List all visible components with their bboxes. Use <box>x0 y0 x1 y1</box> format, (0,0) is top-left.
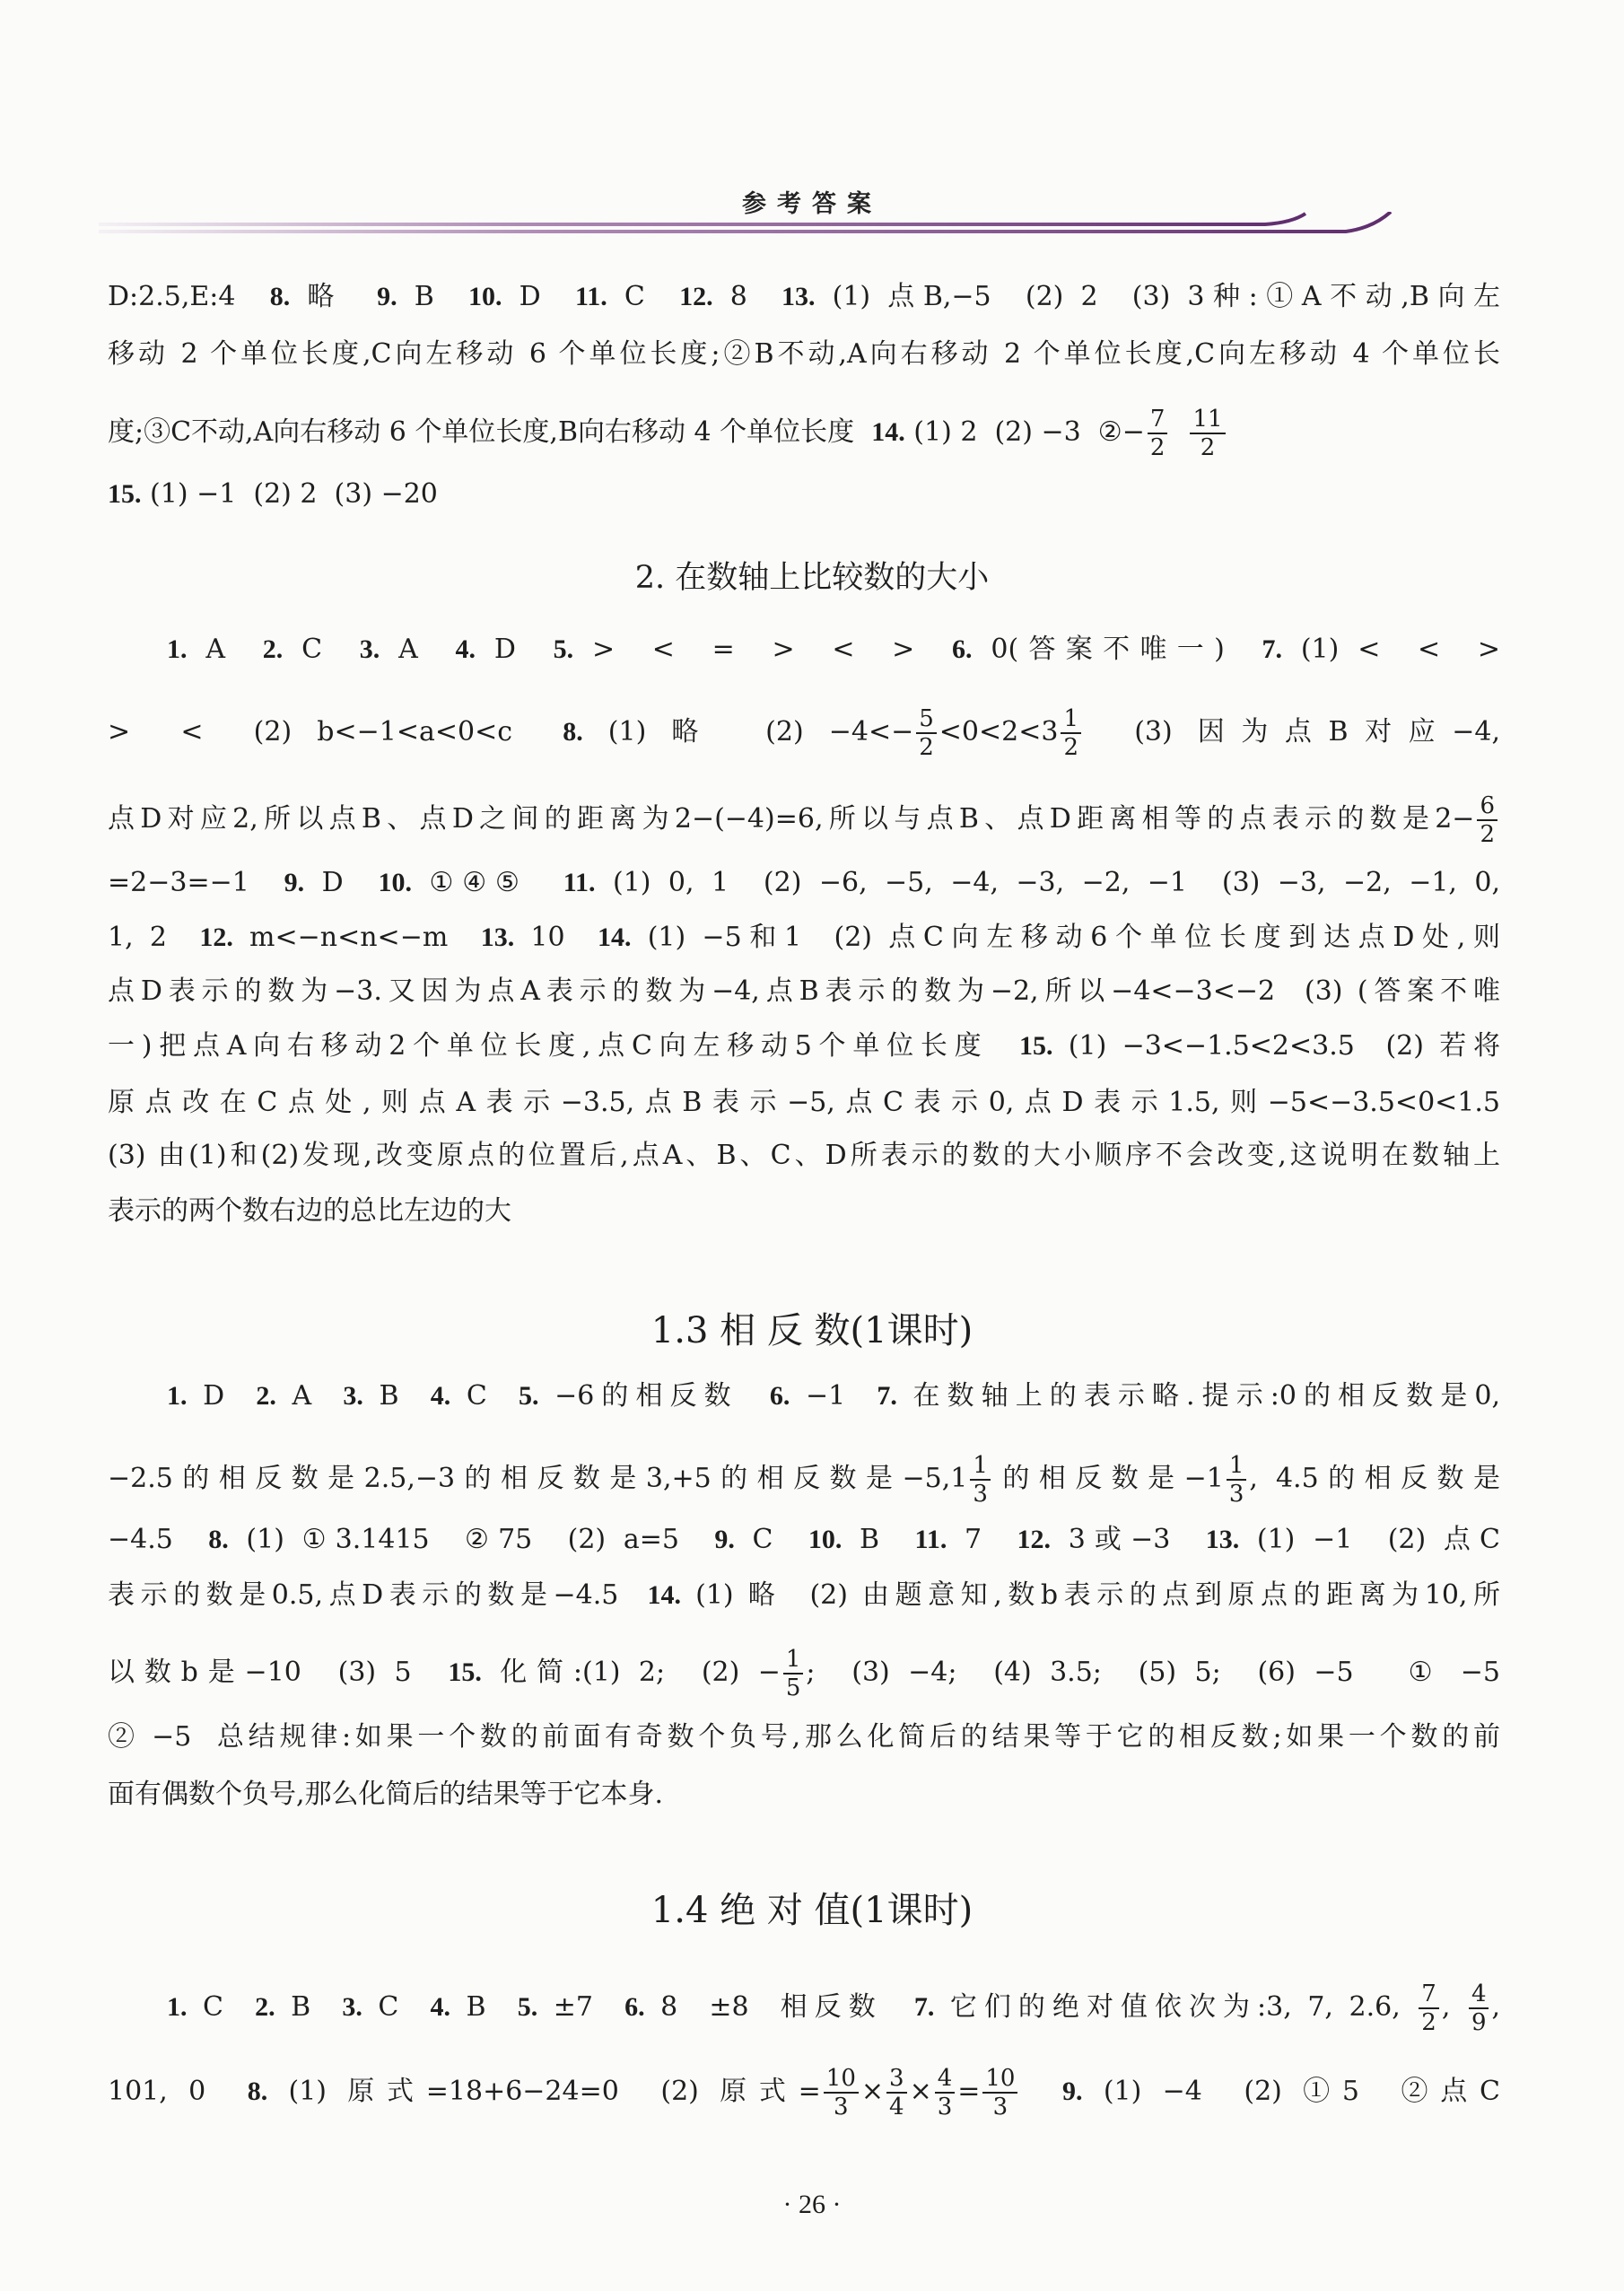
answer-line <box>108 477 1500 512</box>
header-decorative-rule <box>99 212 1507 248</box>
answer-line <box>108 792 1500 848</box>
answer-text: (1) ①3.1415 ②75 (2) a=5 <box>228 1524 715 1555</box>
answer-text: 面有偶数个负号,那么化简后的结果等于它本身. <box>108 1779 664 1810</box>
question-number: 9. <box>1062 2077 1083 2106</box>
numerator: 4 <box>935 2065 956 2094</box>
answer-line <box>108 974 1500 1010</box>
question-number: 15. <box>108 479 142 509</box>
answer-text: C <box>607 281 680 312</box>
question-number: 7. <box>1262 634 1282 664</box>
answer-text: 度;③C不动,A向右移动 6 个单位长度,B向右移动 4 个单位长度 <box>108 416 872 448</box>
question-number: 8. <box>247 2077 268 2106</box>
answer-text: −2.5的相反数是2.5,−3的相反数是3,+5的相反数是−5,1 <box>108 1463 968 1494</box>
answer-text: 1, 2 <box>108 922 200 953</box>
answer-text: ±7 <box>537 1991 625 2023</box>
answer-text: (1) −1 (2) 2 (3) −20 <box>141 478 438 510</box>
answer-line <box>108 1777 1500 1813</box>
answer-line <box>167 1981 1500 2036</box>
answer-text: 移动 2 个单位长度,C向左移动 6 个单位长度;②B不动,A向右移动 2 个单位长度,C向左移动 4 个单位长 <box>108 338 1500 370</box>
answer-text: , 4.5的相反数是 <box>1249 1463 1500 1494</box>
question-number: 9. <box>377 282 397 311</box>
answer-text: −6的相反数 <box>538 1380 770 1412</box>
answer-text: 原点改在C点处,则点A表示−3.5,点B表示−5,点C表示0,点D表示1.5,则−5<−3.5<0<1.5 <box>108 1087 1500 1118</box>
numerator: 7 <box>1419 1981 1439 2009</box>
answer-text: B <box>362 1380 431 1412</box>
fraction <box>1061 705 1081 761</box>
question-number: 14. <box>871 417 905 447</box>
numerator: 3 <box>886 2065 907 2094</box>
answer-line <box>108 920 1500 956</box>
answer-text: (1) 略 (2) −4<− <box>582 716 914 748</box>
question-number: 11. <box>563 868 596 897</box>
answer-text: D:2.5,E:4 <box>108 281 270 312</box>
answer-text: C <box>734 1524 808 1555</box>
answer-line <box>108 2065 1500 2120</box>
answer-line <box>108 279 1500 315</box>
denominator: 5 <box>785 1675 801 1701</box>
numerator: 1 <box>783 1646 804 1675</box>
answer-text: (1) −5和1 (2) 点C向左移动6个单位长度到达点D处,则 <box>631 922 1500 953</box>
page-number: · 26 · <box>782 2190 842 2219</box>
question-number: 4. <box>430 1992 450 2022</box>
answer-line <box>108 1646 1500 1701</box>
answer-line <box>108 406 1500 461</box>
answer-line <box>108 337 1500 372</box>
answer-text: =2−3=−1 <box>108 867 284 898</box>
numerator: 5 <box>916 705 937 734</box>
denominator: 2 <box>1063 734 1079 761</box>
answer-text: 略 <box>290 281 378 312</box>
numerator: 1 <box>1227 1452 1247 1481</box>
answer-text: (1) −4 (2) ①5 ②点C <box>1082 2076 1500 2107</box>
question-number: 10. <box>808 1525 843 1554</box>
numerator: 10 <box>982 2065 1017 2094</box>
answer-text: B <box>842 1524 915 1555</box>
answer-text: A <box>187 634 263 665</box>
answer-text: C <box>450 1380 519 1412</box>
numerator: 11 <box>1190 406 1225 434</box>
denominator: 2 <box>919 734 934 761</box>
answer-text: (1) 0, 1 (2) −6, −5, −4, −3, −2, −1 (3) −3, −2, −1, 0, <box>595 867 1501 898</box>
answer-text: B <box>450 1991 518 2023</box>
fraction <box>1469 1981 1489 2036</box>
answer-text: = <box>957 2076 981 2107</box>
fraction <box>824 2065 859 2120</box>
answer-text: 在数轴上的表示略.提示:0的相反数是0, <box>896 1380 1501 1412</box>
denominator: 3 <box>992 2094 1008 2120</box>
question-number: 3. <box>343 1381 363 1411</box>
answer-text: 7 <box>947 1524 1017 1555</box>
question-number: 2. <box>255 1992 275 2022</box>
answer-text: D <box>475 634 554 665</box>
question-number: 8. <box>208 1525 229 1554</box>
fraction <box>935 2065 956 2120</box>
question-number: 6. <box>952 634 973 664</box>
answer-text: C <box>283 634 360 665</box>
section-heading: 2. 在数轴上比较数的大小 <box>634 560 990 596</box>
answer-text: B <box>275 1991 343 2023</box>
answer-text: 点D对应2,所以点B、点D之间的距离为2−(−4)=6,所以与点B、点D距离相等的点表示的数是2− <box>108 803 1475 835</box>
numerator: 6 <box>1477 792 1497 821</box>
answer-text: D <box>304 867 379 898</box>
question-number: 15. <box>1018 1031 1053 1061</box>
section-heading: 1.4 绝 对 值(1课时) <box>650 1890 974 1931</box>
answer-text: D <box>187 1380 257 1412</box>
fraction <box>1419 1981 1439 2036</box>
section-heading: 1.3 相 反 数(1课时) <box>650 1310 974 1351</box>
answer-text: (1) −3<−1.5<2<3.5 (2) 若将 <box>1052 1030 1501 1062</box>
question-number: 6. <box>624 1992 645 2022</box>
numerator: 4 <box>1469 1981 1489 2009</box>
answer-text: 8 <box>712 281 782 312</box>
answer-text: (1) 2 (2) −3 ②− <box>904 416 1145 448</box>
answer-line <box>108 1452 1500 1508</box>
answer-text: (1) 略 (2) 由题意知,数b表示的点到原点的距离为10,所 <box>681 1579 1500 1611</box>
question-number: 1. <box>167 1381 188 1411</box>
answer-text: −1 <box>790 1380 877 1412</box>
answer-text: , <box>1491 1991 1501 2023</box>
numerator: 1 <box>970 1452 991 1481</box>
answer-text: 的相反数是−1 <box>992 1463 1224 1494</box>
fraction <box>1190 406 1225 461</box>
answer-line <box>167 632 1500 668</box>
question-number: 13. <box>480 923 515 952</box>
answer-text: −4.5 <box>108 1524 209 1555</box>
answer-text: × <box>860 2076 885 2107</box>
fraction <box>1477 792 1497 848</box>
page-header-title: 参考答案 <box>742 190 882 218</box>
question-number: 5. <box>518 1381 539 1411</box>
denominator: 2 <box>1421 2009 1436 2036</box>
question-number: 13. <box>781 282 816 311</box>
denominator: 2 <box>1480 821 1495 848</box>
answer-text: 点D表示的数为−3.又因为点A表示的数为−4,点B表示的数为−2,所以−4<−3<−2 (3) (答案不唯 <box>108 975 1500 1007</box>
answer-text: 10 <box>514 922 598 953</box>
answer-text: (3) 由(1)和(2)发现,改变原点的位置后,点A、B、C、D所表示的数的大小顺序不会改变,这说明在数轴上 <box>108 1140 1500 1171</box>
answer-text: 以数b是−10 (3) 5 <box>108 1657 449 1688</box>
question-number: 5. <box>553 634 574 664</box>
question-number: 12. <box>199 923 233 952</box>
answer-text: ② −5 总结规律:如果一个数的前面有奇数个负号,那么化简后的结果等于它的相反数;如果一个数的前 <box>108 1721 1500 1753</box>
question-number: 13. <box>1205 1525 1240 1554</box>
fraction <box>1227 1452 1247 1508</box>
denominator: 4 <box>889 2094 904 2120</box>
answer-line <box>108 1578 1500 1613</box>
answer-text: 101, 0 <box>108 2076 248 2107</box>
answer-line <box>108 705 1500 761</box>
question-number: 11. <box>914 1525 947 1554</box>
question-number: 2. <box>256 1381 276 1411</box>
question-number: 9. <box>714 1525 735 1554</box>
question-number: 15. <box>448 1657 482 1687</box>
numerator: 7 <box>1148 406 1168 434</box>
answer-text <box>1020 2076 1062 2107</box>
answer-text: 一)把点A向右移动2个单位长度,点C向左移动5个单位长度 <box>108 1030 1019 1062</box>
answer-line <box>167 1378 1500 1414</box>
question-number: 3. <box>342 1992 362 2022</box>
answer-text: ①④⑤ <box>412 867 563 898</box>
answer-text: (1) −1 (2) 点C <box>1239 1524 1500 1555</box>
question-number: 7. <box>877 1381 897 1411</box>
denominator: 9 <box>1471 2009 1487 2036</box>
answer-text: A <box>275 1380 344 1412</box>
answer-text: <0<2<3 <box>939 716 1059 748</box>
answer-text: , <box>1441 1991 1466 2023</box>
answer-text: 表示的数是0.5,点D表示的数是−4.5 <box>108 1579 648 1611</box>
answer-text: 0(答案不唯一) <box>972 634 1262 665</box>
answer-text: C <box>187 1991 256 2023</box>
answer-line <box>108 1138 1500 1174</box>
question-number: 12. <box>679 282 713 311</box>
question-number: 9. <box>284 868 305 897</box>
answer-text: 8 ±8 相反数 <box>644 1991 914 2023</box>
answer-text: 表示的两个数右边的总比左边的大 <box>108 1195 511 1227</box>
question-number: 8. <box>269 282 291 311</box>
answer-text: > < = > < > <box>573 634 953 665</box>
question-number: 4. <box>455 634 476 664</box>
question-number: 11. <box>574 282 607 311</box>
answer-text: × <box>909 2076 932 2107</box>
question-number: 5. <box>517 1992 538 2022</box>
denominator: 3 <box>1228 1481 1244 1508</box>
question-number: 8. <box>563 717 583 747</box>
question-number: 2. <box>262 634 284 664</box>
question-number: 6. <box>769 1381 790 1411</box>
answer-line <box>108 1028 1500 1064</box>
answer-text: 它们的绝对值依次为:3, 7, 2.6, <box>934 1991 1417 2023</box>
fraction <box>916 705 937 761</box>
denominator: 2 <box>1149 434 1166 461</box>
fraction <box>886 2065 907 2120</box>
denominator: 2 <box>1200 434 1216 461</box>
answer-text: 化简:(1) 2; (2) − <box>481 1657 781 1688</box>
denominator: 3 <box>834 2094 849 2120</box>
denominator: 3 <box>973 1481 988 1508</box>
answer-text: C <box>362 1991 431 2023</box>
answer-text <box>1170 416 1187 448</box>
answer-text: 3或−3 <box>1051 1524 1206 1555</box>
question-number: 7. <box>913 1992 935 2022</box>
answer-text: A <box>380 634 456 665</box>
answer-text: (1) < < > <box>1282 634 1501 665</box>
denominator: 3 <box>937 2094 953 2120</box>
answer-line <box>108 1194 1500 1229</box>
answer-text: (1) 点B,−5 (2) 2 (3) 3种:①A不动,B向左 <box>815 281 1501 312</box>
question-number: 1. <box>167 634 188 664</box>
question-number: 14. <box>598 923 632 952</box>
answer-text: D <box>502 281 575 312</box>
question-number: 12. <box>1017 1525 1051 1554</box>
numerator: 1 <box>1061 705 1081 734</box>
answer-text: B <box>397 281 469 312</box>
question-number: 4. <box>430 1381 451 1411</box>
answer-line <box>108 1719 1500 1755</box>
answer-text: ; (3) −4; (4) 3.5; (5) 5; (6) −5 ① −5 <box>806 1657 1501 1688</box>
answer-text: (3) 因为点B对应−4, <box>1084 716 1500 748</box>
answer-line <box>108 1522 1500 1558</box>
fraction <box>970 1452 991 1508</box>
question-number: 14. <box>647 1580 682 1610</box>
numerator: 10 <box>824 2065 859 2094</box>
answer-text: > < (2) b<−1<a<0<c <box>108 716 563 748</box>
question-number: 10. <box>468 282 502 311</box>
fraction <box>783 1646 804 1701</box>
answer-text: m<−n<n<−m <box>232 922 481 953</box>
fraction <box>1148 406 1168 461</box>
fraction <box>982 2065 1017 2120</box>
answer-line <box>108 865 1500 901</box>
question-number: 1. <box>167 1992 188 2022</box>
question-number: 3. <box>359 634 380 664</box>
question-number: 10. <box>378 868 413 897</box>
answer-line <box>108 1085 1500 1121</box>
answer-text: (1) 原式=18+6−24=0 (2) 原式= <box>267 2076 821 2107</box>
